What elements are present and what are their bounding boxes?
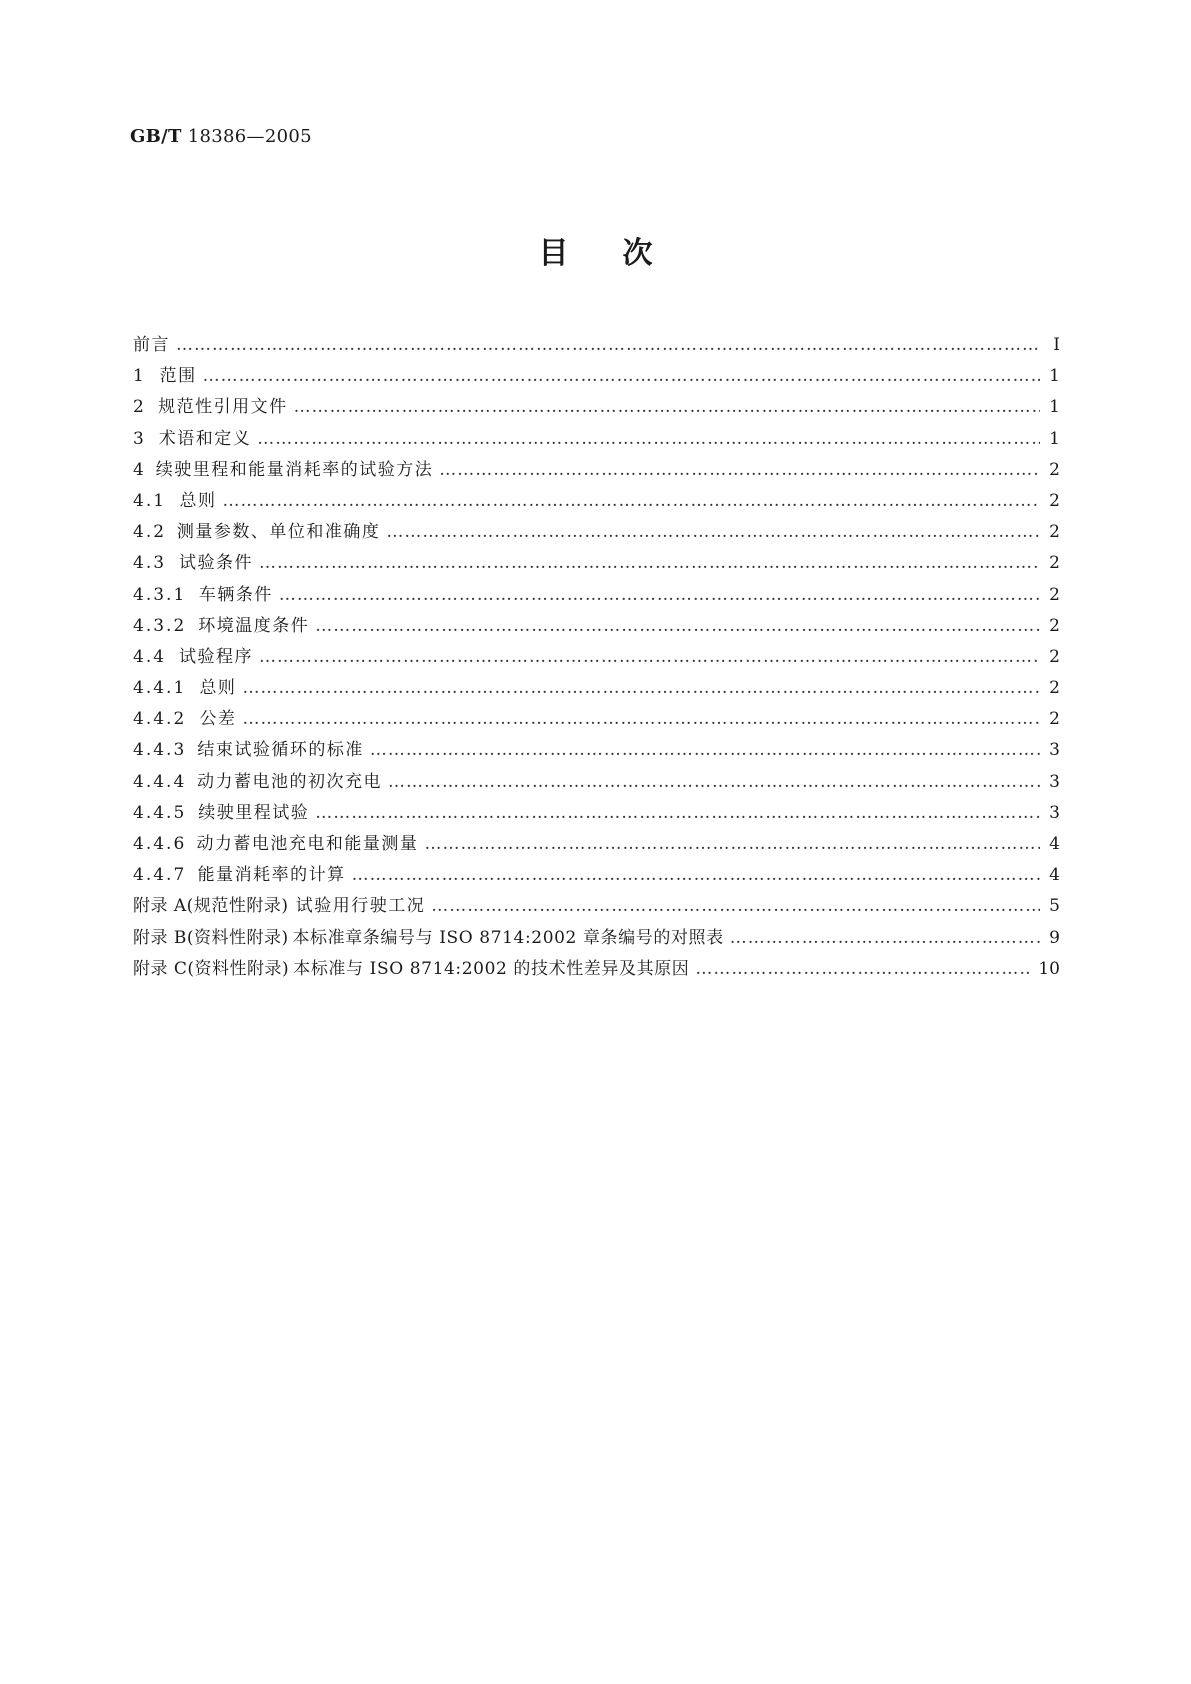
toc-entry-number: 4.4	[133, 646, 167, 667]
toc-entry[interactable]	[133, 860, 1060, 891]
dot-leader	[352, 865, 1040, 885]
toc-entry[interactable]	[133, 361, 1060, 392]
toc-entry[interactable]	[133, 580, 1060, 611]
dot-leader	[386, 522, 1040, 542]
standard-number: 18386—2005	[187, 126, 312, 147]
dot-leader	[223, 491, 1040, 511]
toc-entry-number: 4.4.3	[133, 740, 187, 761]
dot-leader	[388, 772, 1040, 792]
toc-entry[interactable]	[133, 798, 1060, 829]
dot-leader	[294, 397, 1040, 417]
toc-entry-label: 动力蓄电池的初次充电	[197, 771, 383, 792]
toc-entry-number: 4	[133, 459, 146, 480]
toc-entry[interactable]	[133, 735, 1060, 766]
toc-entry-number: 2	[133, 397, 146, 418]
toc-entry-page: 2	[1049, 459, 1060, 480]
toc-entry-label: 续驶里程试验	[198, 802, 310, 823]
toc-entry-page: 4	[1049, 834, 1060, 854]
dot-leader	[315, 616, 1040, 636]
dot-leader	[203, 366, 1040, 386]
toc-entry-label: 结束试验循环的标准	[197, 740, 364, 761]
toc-entry-label: 试验条件	[178, 553, 253, 574]
toc-title-part: 目	[538, 236, 569, 271]
dot-leader	[370, 740, 1040, 760]
toc-entry-page: 4	[1049, 865, 1060, 886]
toc-entry[interactable]	[133, 954, 1060, 985]
toc-entry-number: 4.2	[133, 522, 167, 543]
toc-entry-page: 2	[1049, 490, 1060, 511]
toc-entry-number: 4.4.4	[133, 771, 187, 792]
toc-entry-label: 范围	[159, 366, 197, 387]
toc-entry-number: 4.3.1	[133, 584, 187, 605]
toc-entry[interactable]	[133, 767, 1060, 798]
toc-entry[interactable]	[133, 891, 1060, 922]
toc-entry-number: 附录 B(资料性附录)	[133, 927, 289, 948]
toc-entry-page: 2	[1049, 584, 1060, 605]
toc-entry-label: 测量参数、单位和准确度	[176, 522, 381, 543]
toc-entry-number: 4.1	[133, 490, 167, 511]
toc-entry-label: 本标准与 ISO 8714:2002 的技术性差异及其原因	[293, 958, 690, 979]
toc-entry-number: 4.4.7	[133, 865, 187, 886]
toc-entry[interactable]	[133, 424, 1060, 455]
toc-entry-page: I	[1053, 335, 1060, 355]
toc-entry-page: 2	[1049, 678, 1060, 699]
toc-entry-page: 9	[1049, 927, 1060, 948]
toc-entry[interactable]	[133, 829, 1060, 860]
toc-entry-label: 总则	[199, 678, 237, 699]
table-of-contents	[133, 330, 1060, 985]
toc-entry-page: 10	[1038, 958, 1060, 979]
dot-leader	[695, 959, 1032, 979]
toc-entry[interactable]	[133, 704, 1060, 735]
toc-entry[interactable]	[133, 673, 1060, 704]
toc-entry-label: 环境温度条件	[198, 615, 310, 636]
toc-entry-page: 1	[1049, 366, 1060, 387]
dot-leader	[431, 896, 1040, 916]
toc-entry-page: 2	[1049, 615, 1060, 636]
toc-entry-label: 能量消耗率的计算	[197, 865, 346, 886]
toc-entry-number: 4.4.5	[133, 802, 187, 823]
toc-entry[interactable]	[133, 330, 1060, 361]
toc-entry-label: 试验用行驶工况	[295, 896, 426, 917]
toc-entry-label: 前言	[133, 335, 170, 355]
dot-leader	[176, 335, 1040, 355]
toc-entry[interactable]	[133, 548, 1060, 579]
toc-entry-page: 1	[1049, 397, 1060, 418]
toc-entry-label: 规范性引用文件	[158, 397, 288, 418]
toc-entry[interactable]	[133, 392, 1060, 423]
dot-leader	[242, 678, 1040, 698]
toc-entry[interactable]	[133, 923, 1060, 954]
toc-entry-label: 试验程序	[178, 646, 253, 667]
toc-entry-page: 3	[1049, 802, 1060, 823]
toc-title-part: 次	[622, 236, 653, 271]
toc-entry-page: 2	[1049, 522, 1060, 543]
dot-leader	[730, 928, 1040, 948]
toc-entry-label: 公差	[199, 709, 237, 730]
toc-entry[interactable]	[133, 517, 1060, 548]
toc-entry-number: 附录 C(资料性附录)	[133, 958, 290, 979]
toc-entry-page: 1	[1049, 428, 1060, 449]
dot-leader	[242, 709, 1040, 729]
dot-leader	[424, 834, 1040, 854]
toc-entry-number: 3	[133, 428, 146, 449]
toc-title	[0, 228, 1191, 272]
toc-entry-page: 2	[1049, 553, 1060, 574]
dot-leader	[279, 585, 1040, 605]
toc-entry-number: 4.4.2	[133, 709, 187, 730]
standard-code	[130, 126, 312, 147]
toc-entry[interactable]	[133, 486, 1060, 517]
toc-entry[interactable]	[133, 611, 1060, 642]
dot-leader	[439, 460, 1040, 480]
toc-entry-number: 4.3.2	[133, 615, 187, 636]
dot-leader	[259, 553, 1040, 573]
toc-entry-label: 车辆条件	[198, 584, 273, 605]
toc-entry-page: 3	[1049, 740, 1060, 761]
toc-entry[interactable]	[133, 455, 1060, 486]
toc-entry-label: 总则	[179, 490, 217, 511]
toc-entry-label: 本标准章条编号与 ISO 8714:2002 章条编号的对照表	[292, 927, 724, 948]
toc-entry-number: 4.4.6	[133, 834, 187, 854]
dot-leader	[315, 803, 1040, 823]
standard-prefix: GB/T	[130, 126, 182, 147]
toc-entry-page: 2	[1049, 709, 1060, 730]
toc-entry-page: 2	[1049, 646, 1060, 667]
toc-entry-label: 动力蓄电池充电和能量测量	[196, 834, 419, 854]
dot-leader	[257, 429, 1040, 449]
toc-entry-number: 4.3	[133, 553, 167, 574]
toc-entry-page: 3	[1049, 771, 1060, 792]
toc-entry-label: 续驶里程和能量消耗率的试验方法	[155, 459, 434, 480]
toc-entry-page: 5	[1049, 896, 1060, 917]
toc-entry-label: 术语和定义	[158, 428, 252, 449]
toc-entry[interactable]	[133, 642, 1060, 673]
toc-entry-number: 4.4.1	[133, 678, 187, 699]
dot-leader	[259, 647, 1040, 667]
toc-entry-number: 1	[133, 366, 146, 387]
toc-entry-number: 附录 A(规范性附录)	[133, 896, 289, 917]
